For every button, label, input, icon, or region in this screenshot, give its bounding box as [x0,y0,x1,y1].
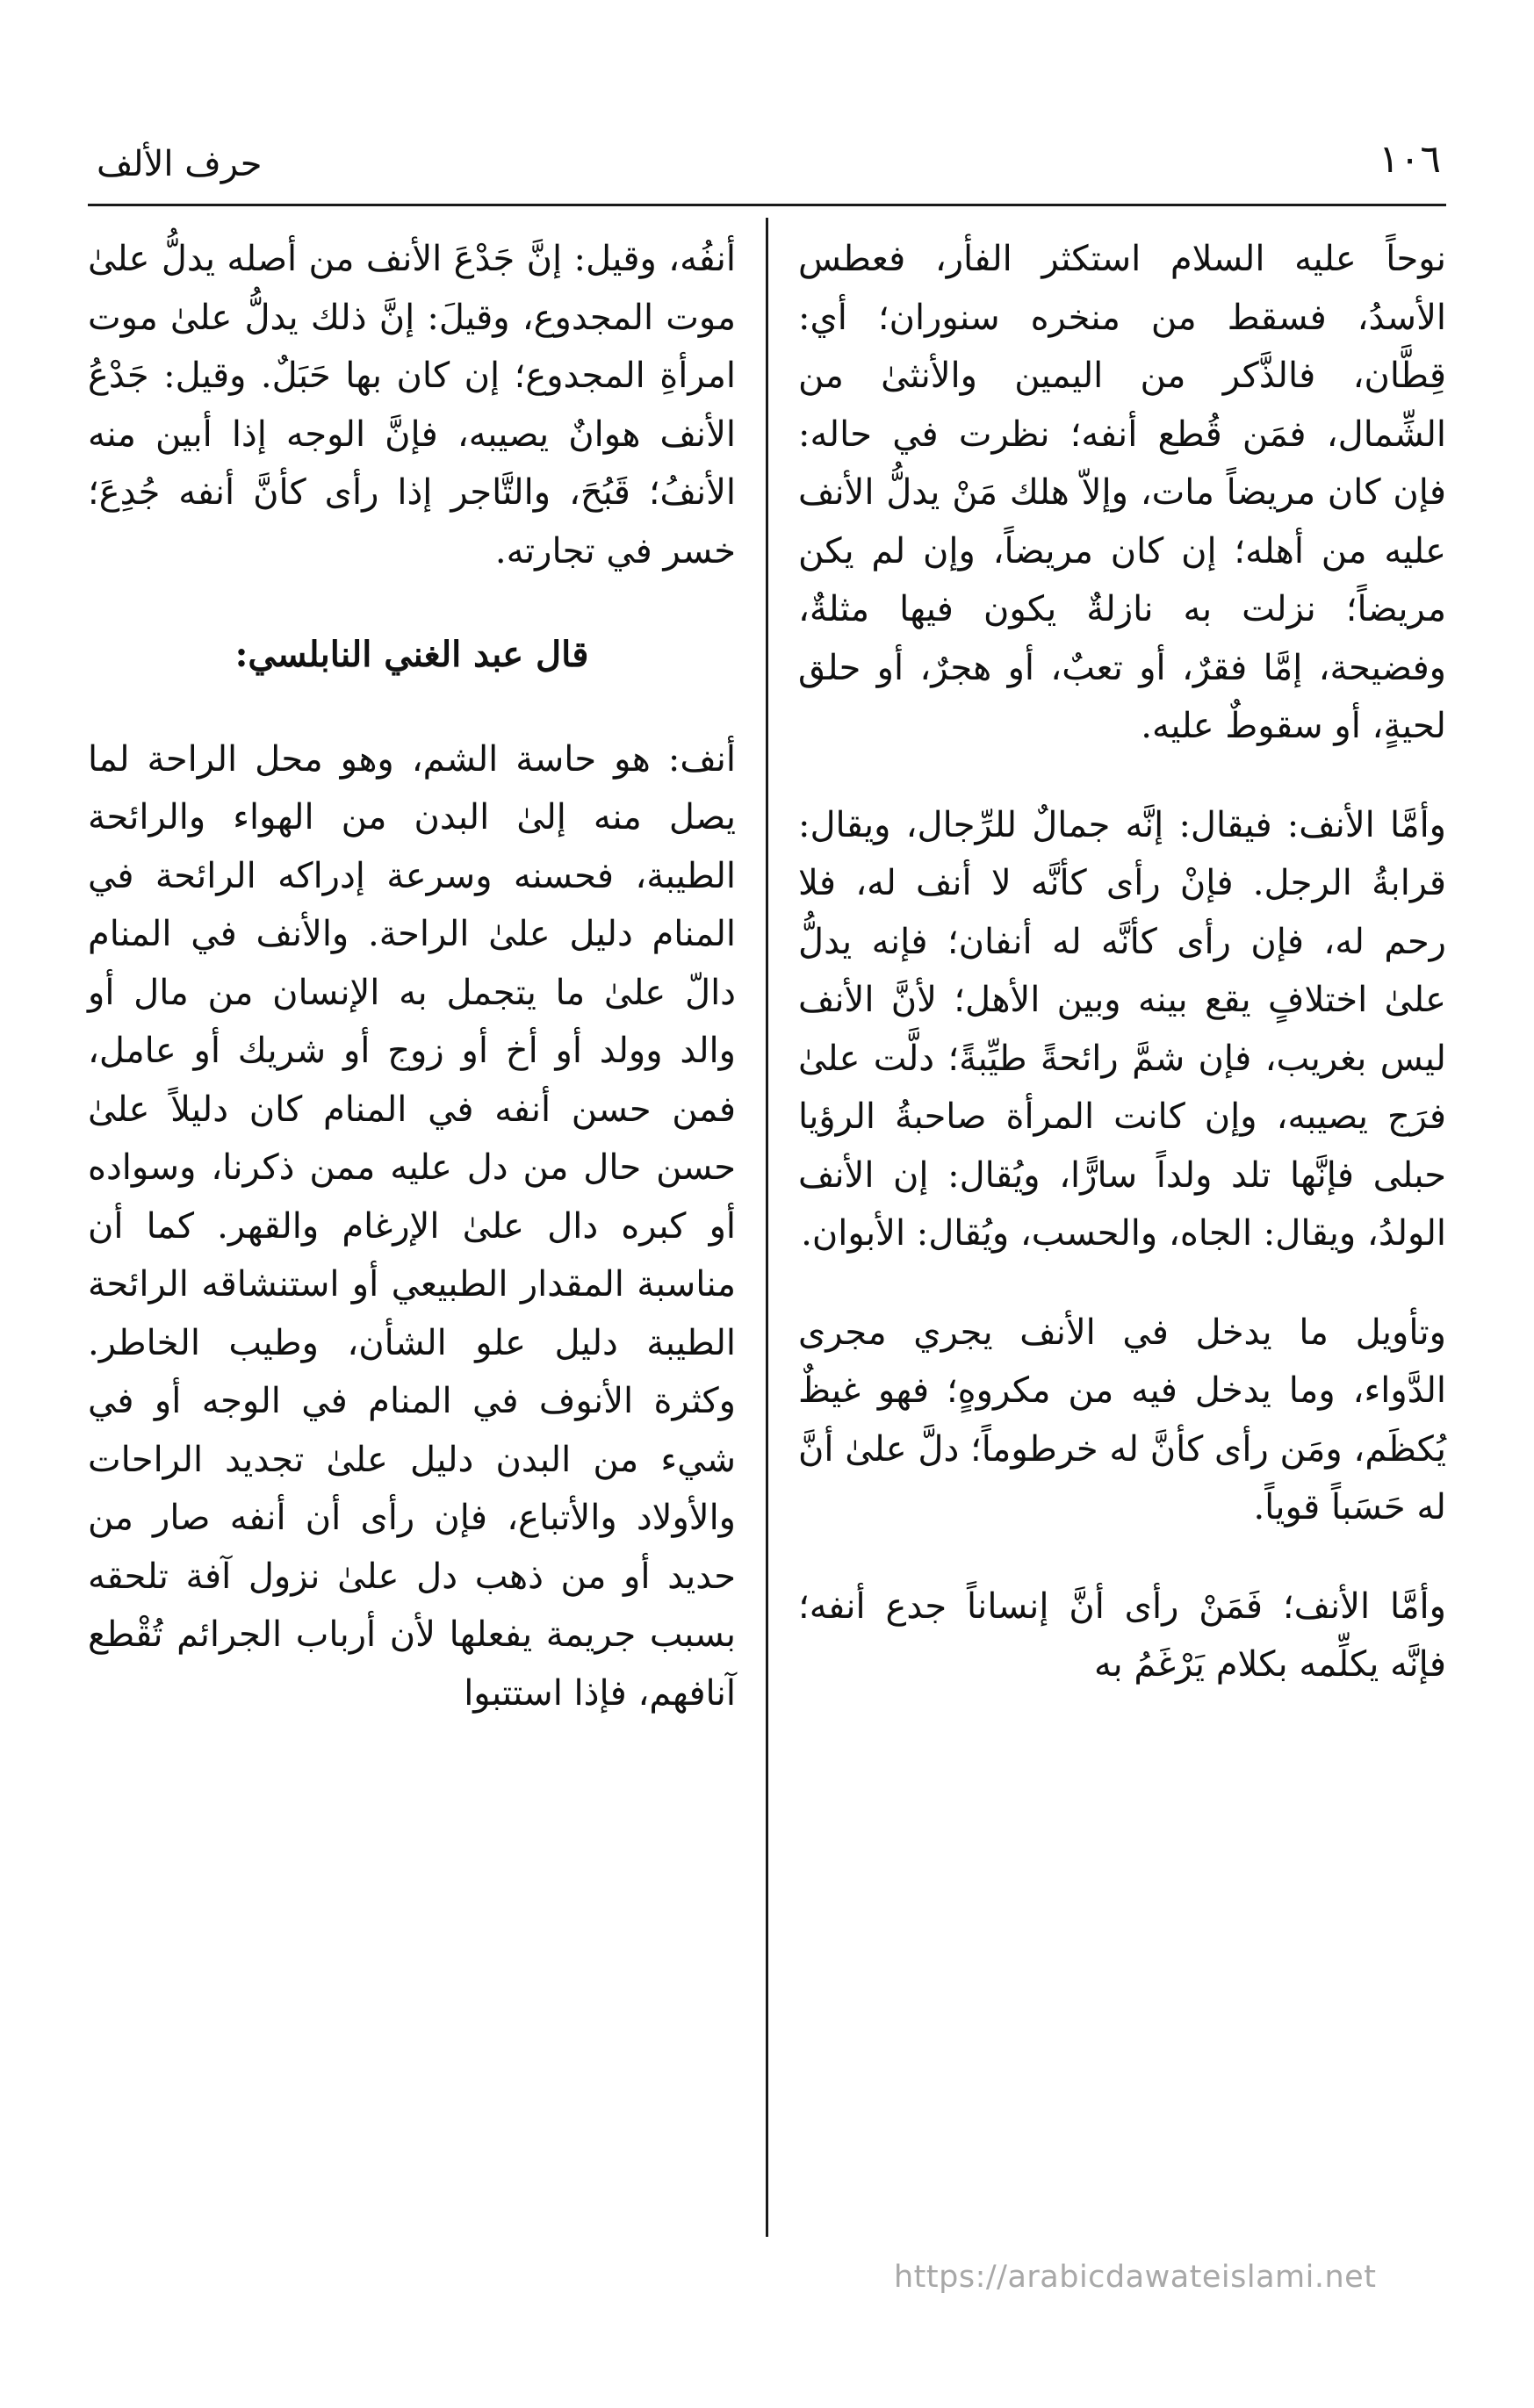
column-divider [766,218,768,2237]
paragraph: أنف: هو حاسة الشم، وهو محل الراحة لما يصل منه إلىٰ البدن من الهواء والرائحة الطيبة، فحسنه وسرعة إدراكه الرائحة في المنام دليل علىٰ الراحة. والأنف في المنام دالّ علىٰ ما يتجمل به الإنسان من مال أو والد وولد أو أخ أو زوج أو شريك أو عامل، فمن حسن أنفه في المنام كان دليلاً علىٰ حسن حال من دل عليه ممن ذكرنا، وسواده أو كبره دال علىٰ الإرغام والقهر. كما أن مناسبة المقدار الطبيعي أو استنشاقه الرائحة الطيبة دليل علو الشأن، وطيب الخاطر. وكثرة الأنوف في المنام في الوجه أو في شيء من البدن دليل علىٰ تجديد الراحات والأولاد والأتباع، فإن رأى أن أنفه صار من حديد أو من ذهب دل علىٰ نزول آفة تلحقه بسبب جريمة يفعلها لأن أرباب الجرائم تُقْطع آنافهم، فإذا استتبوا [88,738,737,1714]
running-title: حرف الألف [97,144,263,184]
right-column [798,230,1446,1694]
paragraph: وأمَّا الأنف: فيقال: إنَّه جمالٌ للرِّجال، ويقال: قرابةُ الرجل. فإنْ رأى كأنَّه لا أنف له، فلا رحم له، فإن رأى كأنَّه له أنفان؛ فإنه يدلُّ علىٰ اختلافٍ يقع بينه وبين الأهل؛ لأنَّ الأنف ليس بغريب، فإن شمَّ رائحةً طيِّبةً؛ دلَّت علىٰ فرَج يصيبه، وإن كانت المرأة صاحبةُ الرؤيا حبلى فإنَّها تلد ولداً سارًّا، ويُقال: إن الأنف الولدُ، ويقال: الجاه، والحسب، ويُقال: الأبوان. [798,804,1446,1254]
section-heading: قال عبد الغني النابلسي: [234,634,589,675]
page-header [88,132,1446,202]
header-rule [88,204,1446,206]
paragraph: وتأويل ما يدخل في الأنف يجري مجرى الدَّواء، وما يدخل فيه من مكروهٍ؛ فهو غيظٌ يُكظَم، ومَن رأى كأنَّ له خرطوماً؛ دلَّ علىٰ أنَّ له حَسَباً قوياً. [798,1312,1446,1527]
watermark-url: https://arabicdawateislami.net [894,2260,1377,2295]
paragraph: أنفُه، وقيل: إنَّ جَدْعَ الأنف من أصله يدلُّ علىٰ موت المجدوع، وقيلَ: إنَّ ذلك يدلُّ علىٰ موت امرأةِ المجدوع؛ إن كان بها حَبَلٌ. وقيل: جَدْعُ الأنف هوانٌ يصيبه، فإنَّ الوجه إذا أبين منه الأنفُ؛ قَبُحَ، والتَّاجر إذا رأى كأنَّ أنفه جُدِعَ؛ خسر في تجارته. [88,239,736,571]
paragraph: نوحاً عليه السلام استكثر الفأر، فعطس الأسدُ، فسقط من منخره سنوران؛ أي: قِطَّان، فالذَّكر من اليمين والأنثىٰ من الشِّمال، فمَن قُطع أنفه؛ نظرت في حاله: فإن كان مريضاً مات، وإلاّ هلك مَنْ يدلُّ الأنف عليه من أهله؛ إن كان مريضاً، وإن لم يكن مريضاً؛ نزلت به نازلةٌ يكون فيها مثلةٌ، وفضيحة، إمَّا فقرٌ، أو تعبٌ، أو هجرٌ، أو حلق لحيةٍ، أو سقوطٌ عليه. [798,239,1446,746]
page-number: ١٠٦ [1379,137,1441,182]
left-column [88,230,736,1722]
paragraph: وأمَّا الأنف؛ فَمَنْ رأى أنَّ إنساناً جدع أنفه؛ فإنَّه يكلِّمه بكلام يَرْغَمُ به [798,1585,1446,1685]
